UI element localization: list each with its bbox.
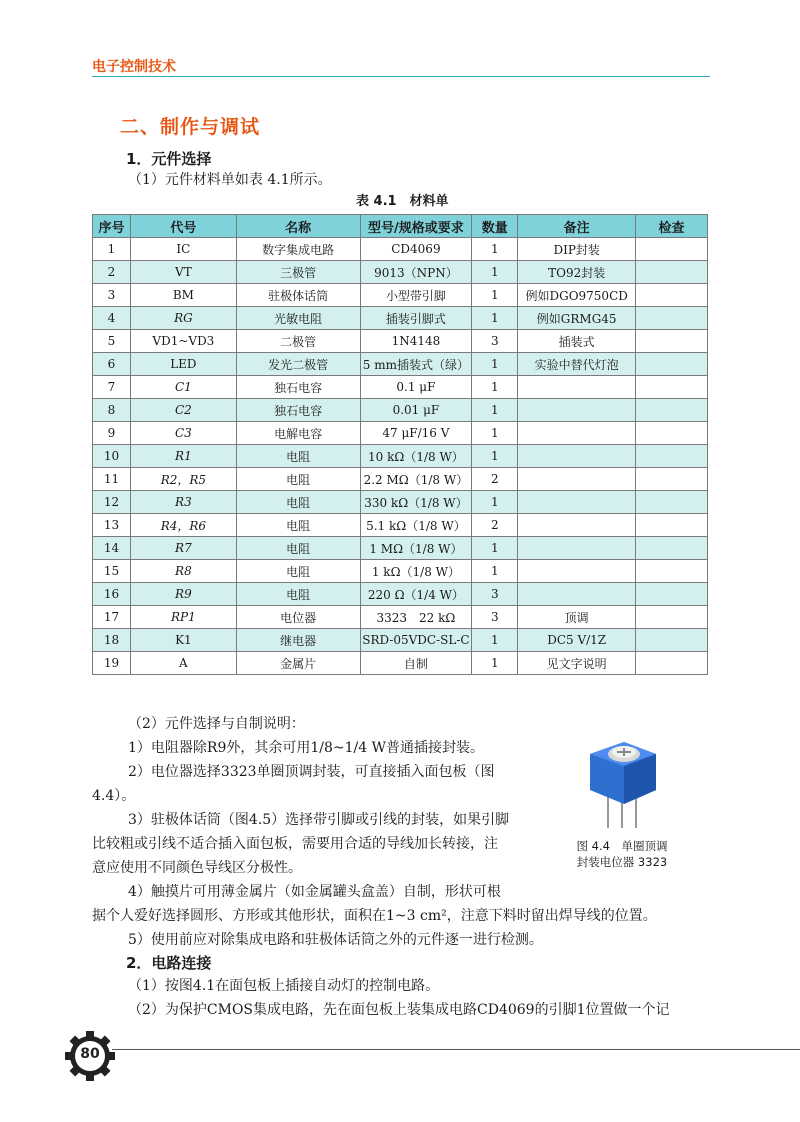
table-cell: 独石电容 bbox=[236, 376, 360, 399]
table-cell: 1 bbox=[472, 445, 518, 468]
table-cell: R2，R5 bbox=[130, 468, 236, 491]
table-cell: DIP封装 bbox=[518, 238, 636, 261]
table-cell: R1 bbox=[130, 445, 236, 468]
table-cell bbox=[518, 399, 636, 422]
table-cell: 电位器 bbox=[236, 606, 360, 629]
table-cell: 7 bbox=[93, 376, 131, 399]
table-cell: 3 bbox=[93, 284, 131, 307]
table-cell: 5 mm插装式（绿） bbox=[360, 353, 472, 376]
table-cell: 1 bbox=[472, 353, 518, 376]
table-cell: 1 bbox=[472, 376, 518, 399]
table-cell bbox=[636, 445, 708, 468]
table-cell: 电阻 bbox=[236, 491, 360, 514]
table-cell: 电阻 bbox=[236, 583, 360, 606]
table-cell: 330 kΩ（1/8 W） bbox=[360, 491, 472, 514]
subsection-title-1: 1．元件选择 bbox=[126, 150, 212, 168]
table-cell: 1 MΩ（1/8 W） bbox=[360, 537, 472, 560]
figure-caption-line-1: 图 4.4 单圈顶调 bbox=[576, 839, 668, 853]
table-cell: 4 bbox=[93, 307, 131, 330]
table-caption: 表 4.1 材料单 bbox=[356, 194, 449, 209]
table-cell: 11 bbox=[93, 468, 131, 491]
table-row bbox=[93, 307, 708, 330]
table-cell: 驻极体话筒 bbox=[236, 284, 360, 307]
note-4-line-2: 据个人爱好选择圆形、方形或其他形状，面积在1~3 cm²，注意下料时留出焊导线的位置。 bbox=[92, 908, 657, 924]
table-header-row bbox=[93, 215, 708, 238]
table-cell: 3323 22 kΩ bbox=[360, 606, 472, 629]
table-cell: 插装引脚式 bbox=[360, 307, 472, 330]
column-header: 备注 bbox=[518, 215, 636, 238]
table-row bbox=[93, 491, 708, 514]
table-cell: 电阻 bbox=[236, 445, 360, 468]
table-cell: 插装式 bbox=[518, 330, 636, 353]
table-cell: 例如GRMG45 bbox=[518, 307, 636, 330]
table-cell bbox=[636, 238, 708, 261]
table-cell: 见文字说明 bbox=[518, 652, 636, 675]
table-row bbox=[93, 560, 708, 583]
table-cell: 1 bbox=[472, 537, 518, 560]
table-cell: 17 bbox=[93, 606, 131, 629]
table-cell: 光敏电阻 bbox=[236, 307, 360, 330]
table-cell: C1 bbox=[130, 376, 236, 399]
note-3-line-1: 3）驻极体话筒（图4.5）选择带引脚或引线的封装，如果引脚 bbox=[128, 812, 510, 828]
table-cell: 47 μF/16 V bbox=[360, 422, 472, 445]
table-cell bbox=[518, 376, 636, 399]
table-cell: 电阻 bbox=[236, 514, 360, 537]
table-cell: 2 bbox=[472, 514, 518, 537]
table-cell bbox=[636, 491, 708, 514]
table-cell: 3 bbox=[472, 606, 518, 629]
page-number: 80 bbox=[80, 1046, 100, 1062]
table-cell: RP1 bbox=[130, 606, 236, 629]
table-cell: 1N4148 bbox=[360, 330, 472, 353]
table-cell: 1 bbox=[472, 307, 518, 330]
table-row bbox=[93, 537, 708, 560]
table-cell bbox=[636, 399, 708, 422]
table-cell: A bbox=[130, 652, 236, 675]
table-cell: 5 bbox=[93, 330, 131, 353]
table-cell bbox=[636, 376, 708, 399]
table-cell: 继电器 bbox=[236, 629, 360, 652]
table-cell: 18 bbox=[93, 629, 131, 652]
figure-caption bbox=[566, 838, 678, 870]
table-cell: 小型带引脚 bbox=[360, 284, 472, 307]
connection-step-2: （2）为保护CMOS集成电路，先在面包板上装集成电路CD4069的引脚1位置做一个记 bbox=[128, 1002, 670, 1018]
table-cell: K1 bbox=[130, 629, 236, 652]
table-cell: R4，R6 bbox=[130, 514, 236, 537]
table-cell: 自制 bbox=[360, 652, 472, 675]
table-cell: 0.1 μF bbox=[360, 376, 472, 399]
selection-notes-heading: （2）元件选择与自制说明： bbox=[128, 716, 305, 732]
table-cell: 9013（NPN） bbox=[360, 261, 472, 284]
table-cell: 发光二极管 bbox=[236, 353, 360, 376]
table-cell bbox=[518, 445, 636, 468]
table-cell: RG bbox=[130, 307, 236, 330]
potentiometer-3323-image bbox=[584, 732, 660, 828]
column-header: 型号/规格或要求 bbox=[360, 215, 472, 238]
table-row bbox=[93, 284, 708, 307]
table-cell: 1 bbox=[472, 399, 518, 422]
table-cell: 15 bbox=[93, 560, 131, 583]
materials-table bbox=[92, 214, 708, 675]
table-cell: 1 bbox=[472, 491, 518, 514]
table-cell: 1 bbox=[472, 238, 518, 261]
table-cell: R9 bbox=[130, 583, 236, 606]
table-cell: VD1~VD3 bbox=[130, 330, 236, 353]
table-cell: 1 bbox=[93, 238, 131, 261]
table-cell: CD4069 bbox=[360, 238, 472, 261]
table-cell: 数字集成电路 bbox=[236, 238, 360, 261]
table-row bbox=[93, 330, 708, 353]
table-cell: 5.1 kΩ（1/8 W） bbox=[360, 514, 472, 537]
header-rule bbox=[92, 76, 710, 77]
table-cell: 顶调 bbox=[518, 606, 636, 629]
footer-rule bbox=[112, 1049, 800, 1050]
table-cell: 电解电容 bbox=[236, 422, 360, 445]
table-cell: 1 bbox=[472, 422, 518, 445]
column-header: 代号 bbox=[130, 215, 236, 238]
table-cell bbox=[636, 560, 708, 583]
table-cell bbox=[518, 491, 636, 514]
table-cell: 1 bbox=[472, 629, 518, 652]
table-cell: 8 bbox=[93, 399, 131, 422]
table-cell bbox=[636, 330, 708, 353]
intro-paragraph: （1）元件材料单如表 4.1所示。 bbox=[128, 172, 332, 188]
table-cell: 12 bbox=[93, 491, 131, 514]
table-cell bbox=[636, 652, 708, 675]
table-cell bbox=[636, 583, 708, 606]
table-cell: 金属片 bbox=[236, 652, 360, 675]
table-cell: 例如DGO9750CD bbox=[518, 284, 636, 307]
table-cell: 2 bbox=[93, 261, 131, 284]
table-cell: 10 bbox=[93, 445, 131, 468]
column-header: 序号 bbox=[93, 215, 131, 238]
table-row bbox=[93, 514, 708, 537]
table-cell bbox=[636, 606, 708, 629]
table-row bbox=[93, 583, 708, 606]
table-cell: 6 bbox=[93, 353, 131, 376]
table-row bbox=[93, 606, 708, 629]
table-cell: R8 bbox=[130, 560, 236, 583]
column-header: 名称 bbox=[236, 215, 360, 238]
table-cell: 1 bbox=[472, 261, 518, 284]
table-row bbox=[93, 445, 708, 468]
table-cell: SRD-05VDC-SL-C bbox=[360, 629, 472, 652]
subsection-title-2: 2．电路连接 bbox=[126, 954, 212, 972]
table-cell: 电阻 bbox=[236, 560, 360, 583]
table-cell: 三极管 bbox=[236, 261, 360, 284]
table-row bbox=[93, 652, 708, 675]
note-5: 5）使用前应对除集成电路和驻极体话筒之外的元件逐一进行检测。 bbox=[128, 932, 543, 948]
table-row bbox=[93, 353, 708, 376]
connection-step-1: （1）按图4.1在面包板上插接自动灯的控制电路。 bbox=[128, 978, 440, 994]
table-cell: 1 bbox=[472, 284, 518, 307]
table-cell: C3 bbox=[130, 422, 236, 445]
table-cell: 9 bbox=[93, 422, 131, 445]
table-cell: C2 bbox=[130, 399, 236, 422]
table-cell: R7 bbox=[130, 537, 236, 560]
table-cell bbox=[518, 583, 636, 606]
note-3-line-2: 比较粗或引线不适合插入面包板，需要用合适的导线加长转接，注 bbox=[92, 836, 498, 852]
table-cell: R3 bbox=[130, 491, 236, 514]
table-cell bbox=[518, 468, 636, 491]
table-cell bbox=[636, 307, 708, 330]
table-cell: 独石电容 bbox=[236, 399, 360, 422]
column-header: 检查 bbox=[636, 215, 708, 238]
table-cell: 14 bbox=[93, 537, 131, 560]
table-cell: BM bbox=[130, 284, 236, 307]
table-cell bbox=[518, 560, 636, 583]
table-cell bbox=[636, 514, 708, 537]
section-title: 二、制作与调试 bbox=[120, 116, 261, 138]
table-cell: TO92封装 bbox=[518, 261, 636, 284]
table-cell: 19 bbox=[93, 652, 131, 675]
table-cell: 电阻 bbox=[236, 468, 360, 491]
column-header: 数量 bbox=[472, 215, 518, 238]
note-2-line-1: 2）电位器选择3323单圈顶调封装，可直接插入面包板（图 bbox=[128, 764, 495, 780]
table-cell: 二极管 bbox=[236, 330, 360, 353]
table-cell bbox=[636, 422, 708, 445]
table-cell: 2.2 MΩ（1/8 W） bbox=[360, 468, 472, 491]
table-row bbox=[93, 238, 708, 261]
table-row bbox=[93, 376, 708, 399]
table-cell: 2 bbox=[472, 468, 518, 491]
table-cell: 1 kΩ（1/8 W） bbox=[360, 560, 472, 583]
note-1: 1）电阻器除R9外，其余可用1/8~1/4 W普通插接封装。 bbox=[128, 740, 484, 756]
table-cell: 1 bbox=[472, 560, 518, 583]
table-row bbox=[93, 261, 708, 284]
table-cell: 电阻 bbox=[236, 537, 360, 560]
table-row bbox=[93, 629, 708, 652]
table-row bbox=[93, 468, 708, 491]
table-cell bbox=[636, 537, 708, 560]
table-cell: 13 bbox=[93, 514, 131, 537]
table-cell bbox=[518, 514, 636, 537]
figure-caption-line-2: 封装电位器 3323 bbox=[576, 855, 668, 869]
table-cell bbox=[636, 468, 708, 491]
note-2-line-2: 4.4）。 bbox=[92, 788, 136, 804]
table-cell bbox=[636, 629, 708, 652]
table-body bbox=[93, 238, 708, 675]
note-3-line-3: 意应使用不同颜色导线区分极性。 bbox=[92, 860, 302, 876]
table-cell: DC5 V/1Z bbox=[518, 629, 636, 652]
table-row bbox=[93, 422, 708, 445]
table-cell: 16 bbox=[93, 583, 131, 606]
table-row bbox=[93, 399, 708, 422]
running-header: 电子控制技术 bbox=[92, 59, 176, 75]
table-cell bbox=[636, 353, 708, 376]
table-cell bbox=[518, 422, 636, 445]
table-cell: 实验中替代灯泡 bbox=[518, 353, 636, 376]
note-4-line-1: 4）触摸片可用薄金属片（如金属罐头盒盖）自制，形状可根 bbox=[128, 884, 501, 900]
table-cell: 220 Ω（1/4 W） bbox=[360, 583, 472, 606]
table-cell: 3 bbox=[472, 330, 518, 353]
table-cell bbox=[636, 284, 708, 307]
table-cell: LED bbox=[130, 353, 236, 376]
table-cell: 3 bbox=[472, 583, 518, 606]
table-cell: 1 bbox=[472, 652, 518, 675]
table-cell: IC bbox=[130, 238, 236, 261]
table-cell bbox=[636, 261, 708, 284]
table-cell: 10 kΩ（1/8 W） bbox=[360, 445, 472, 468]
table-cell: 0.01 μF bbox=[360, 399, 472, 422]
table-cell: VT bbox=[130, 261, 236, 284]
table-cell bbox=[518, 537, 636, 560]
